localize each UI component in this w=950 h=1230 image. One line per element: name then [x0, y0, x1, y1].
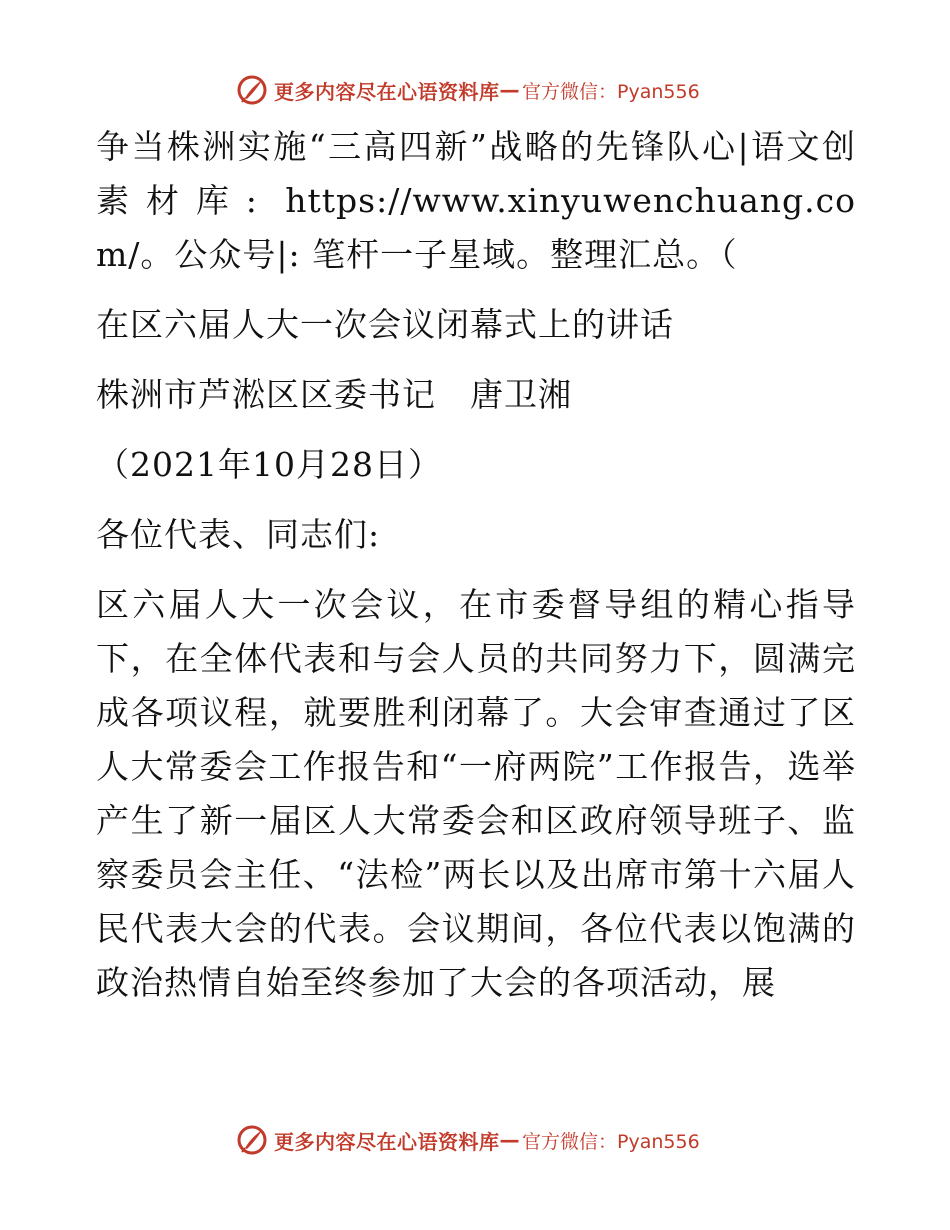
document-content: [96, 120, 856, 1010]
footer-watermark: [236, 1122, 700, 1158]
watermark-separator: —: [499, 1128, 520, 1152]
watermark-contact: 官方微信：Pyan556: [522, 1130, 700, 1153]
watermark-contact: 官方微信：Pyan556: [522, 80, 700, 103]
speech-date: （2021年10月28日）: [96, 445, 442, 484]
speech-salutation: 各位代表、同志们:: [96, 515, 381, 554]
feather-pen-icon: [236, 1124, 268, 1156]
speech-title: 在区六届人大一次会议闭幕式上的讲话: [96, 305, 674, 344]
feather-pen-icon: [236, 74, 268, 106]
watermark-brand-text: 更多内容尽在心语资料库: [274, 1129, 500, 1154]
header-watermark: [236, 72, 700, 108]
watermark-brand-text: 更多内容尽在心语资料库: [274, 79, 500, 104]
watermark-separator: —: [499, 78, 520, 102]
document-header-line: 争当株洲实施“三高四新”战略的先锋队心|语文创素材库: https://www.xinyuwenchuang.com/。公众号|: 笔杆一子星域。整理汇总。（: [96, 127, 856, 274]
speech-body: 区六届人大一次会议，在市委督导组的精心指导下，在全体代表和与会人员的共同努力下，圆满完成各项议程，就要胜利闭幕了。大会审查通过了区人大常委会工作报告和“一府两院”工作报告，选举产生了新一届区人大常委会和区政府领导班子、监察委员会主任、“法检”两长以及出席市第十六届人民代表大会的代表。会议期间，各位代表以饱满的政治热情自始至终参加了大会的各项活动，展: [96, 585, 856, 1002]
speech-author: 株洲市芦淞区区委书记 唐卫湘: [96, 375, 572, 414]
